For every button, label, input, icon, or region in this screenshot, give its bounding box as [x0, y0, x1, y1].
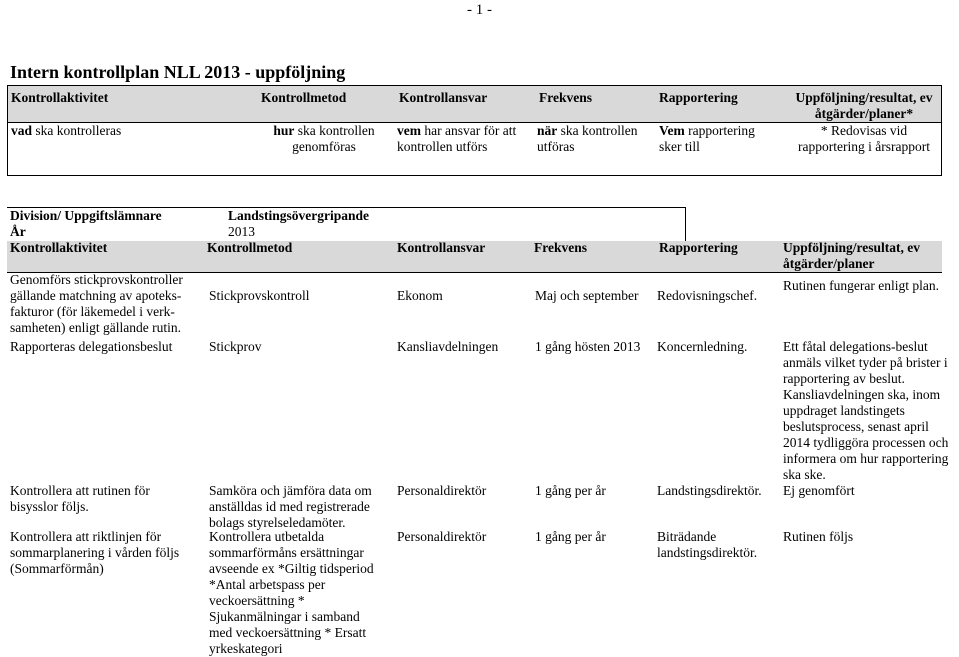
col-activity: Kontrollaktivitet	[10, 240, 108, 255]
table-row-2-activity: Rapporteras delegationsbeslut	[10, 339, 173, 354]
legend-table	[7, 85, 942, 176]
table-row-3-activity: Kontrollera att rutinen för bisysslor följs.	[10, 483, 150, 514]
legend-desc-reporting: Vem rapportering sker till	[659, 123, 755, 154]
year-label: År	[10, 224, 26, 239]
table-row-1-frequency: Maj och september	[535, 288, 639, 303]
legend-col-frequency: Frekvens	[539, 90, 592, 105]
legend-desc-frequency: när ska kontrollen utföras	[537, 123, 638, 154]
legend-desc-activity: vad ska kontrolleras	[11, 123, 122, 138]
legend-desc-responsible: vem har ansvar för att kontrollen utförs	[397, 123, 517, 154]
table-row-2-method: Stickprov	[209, 339, 262, 354]
legend-col-method: Kontrollmetod	[261, 90, 347, 105]
legend-desc-method: hur ska kontrollen genomföras	[273, 123, 375, 154]
col-responsible: Kontrollansvar	[397, 240, 486, 255]
table-row-4-followup: Rutinen följs	[783, 529, 854, 544]
table-row-1-reporting: Redovisningschef.	[657, 288, 758, 303]
table-row-3-responsible: Personaldirektör	[397, 483, 487, 498]
legend-desc-followup: * Redovisas vid rapportering i årsrapport	[798, 123, 930, 154]
table-row-1-responsible: Ekonom	[397, 288, 443, 303]
legend-col-followup: Uppföljning/resultat, ev åtgärder/planer*	[795, 90, 933, 121]
legend-col-activity: Kontrollaktivitet	[11, 90, 109, 105]
page-title: Intern kontrollplan NLL 2013 - uppföljning	[10, 62, 346, 82]
legend-col-reporting: Rapportering	[659, 90, 738, 105]
page-number: - 1 -	[467, 2, 492, 18]
col-frequency: Frekvens	[534, 240, 587, 255]
table-row-4-responsible: Personaldirektör	[397, 529, 487, 544]
division-value: Landstingsövergripande	[228, 208, 370, 223]
table-row-4-frequency: 1 gång per år	[535, 529, 606, 544]
table-row-2-followup: Ett fåtal delegations-beslut anmäls vilket tyder på brister i rapportering av beslut. Kansliavdelningen ska, inom uppdraget landstingets beslutsprocess, senast april 2014 tydliggöra processen och informera om hur rapportering ska ske.	[783, 339, 949, 482]
col-reporting: Rapportering	[659, 240, 738, 255]
table-row-3-followup: Ej genomfört	[783, 483, 855, 498]
table-row-1-activity: Genomförs stickprovskontroller gällande matchning av apoteks-fakturor (för läkemedel i verk-samheten) enligt gällande rutin.	[10, 272, 183, 335]
division-label: Division/ Uppgiftslämnare	[10, 208, 162, 223]
col-followup: Uppföljning/resultat, ev åtgärder/planer	[783, 240, 921, 271]
table-row-3-method: Samköra och jämföra data om anställdas id med registrerade bolags styrelseledamöter.	[209, 483, 372, 530]
table-row-2-reporting: Koncernledning.	[657, 339, 748, 354]
table-row-3-frequency: 1 gång per år	[535, 483, 606, 498]
table-row-4-reporting: Biträdande landstingsdirektör.	[657, 529, 758, 560]
table-row-1-followup: Rutinen fungerar enligt plan.	[783, 278, 939, 293]
table-row-2-responsible: Kansliavdelningen	[397, 339, 499, 354]
col-method: Kontrollmetod	[207, 240, 293, 255]
year-value: 2013	[228, 224, 255, 239]
table-row-4-method: Kontrollera utbetalda sommarförmåns ersättningar avseende ex *Giltig tidsperiod *Antal arbetspass per veckoersättning * Sjukanmälningar i samband med veckoersättning * Ersatt yrkeskategori	[209, 529, 374, 656]
table-row-2-frequency: 1 gång hösten 2013	[535, 339, 641, 354]
table-row-4-activity: Kontrollera att riktlinjen för sommarplanering i vården följs (Sommarförmån)	[10, 529, 180, 576]
legend-col-responsible: Kontrollansvar	[399, 90, 488, 105]
table-row-3-reporting: Landstingsdirektör.	[657, 483, 762, 498]
table-row-1-method: Stickprovskontroll	[209, 288, 310, 303]
